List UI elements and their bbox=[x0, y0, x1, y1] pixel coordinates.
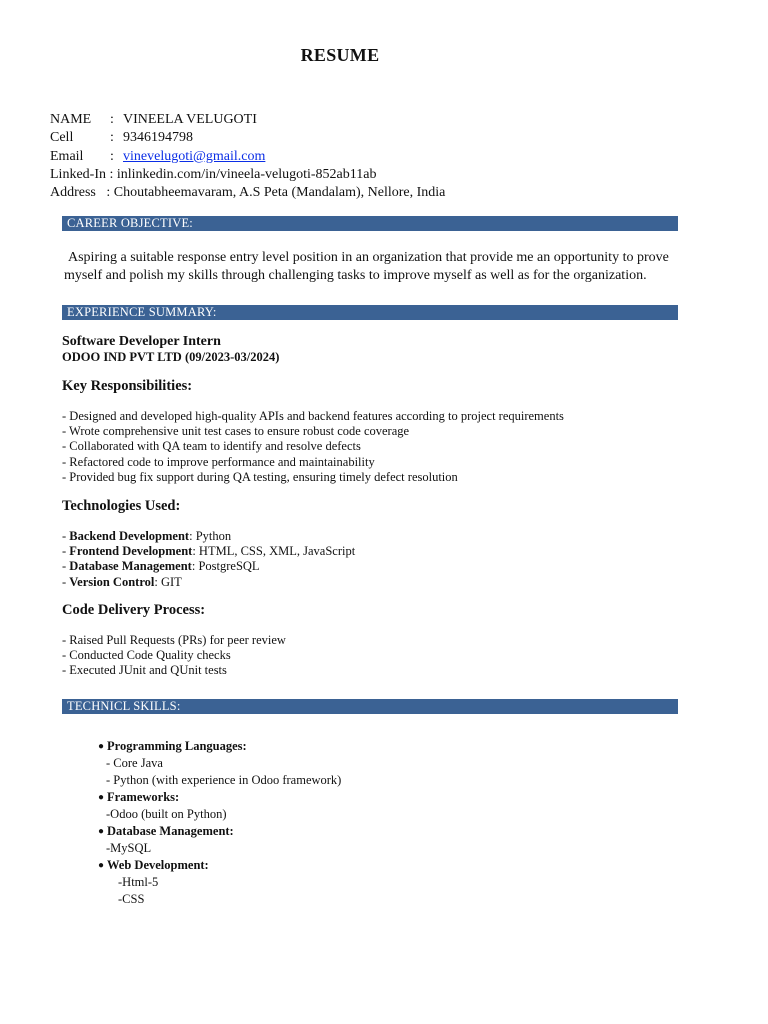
list-item: - Raised Pull Requests (PRs) for peer review bbox=[62, 633, 286, 647]
contact-linkedin-row bbox=[50, 166, 445, 184]
responsibilities-heading: Key Responsibilities: bbox=[62, 378, 193, 394]
list-item: - Wrote comprehensive unit test cases to ensure robust code coverage bbox=[62, 424, 410, 439]
list-item: - Provided bug fix support during QA testing, ensuring timely defect resolution bbox=[62, 469, 458, 484]
delivery-heading: Code Delivery Process: bbox=[62, 602, 206, 618]
responsibilities-list bbox=[62, 409, 702, 485]
cell-value: 9346194798 bbox=[123, 130, 193, 146]
skill-item: - Python (with experience in Odoo framework) bbox=[106, 773, 342, 787]
skill-item: - Core Java bbox=[106, 756, 163, 770]
skill-item: -CSS bbox=[118, 892, 145, 906]
list-item: - Backend Development: Python bbox=[62, 529, 232, 543]
job-header bbox=[62, 334, 702, 365]
skill-item: -Html-5 bbox=[118, 875, 159, 889]
contact-name-row bbox=[50, 111, 445, 129]
technologies-list bbox=[62, 529, 702, 590]
cell-colon: : bbox=[110, 130, 114, 146]
name-label: NAME bbox=[50, 112, 92, 127]
linkedin-colon: : bbox=[109, 166, 114, 182]
skill-group-heading: ● Programming Languages: bbox=[98, 739, 247, 753]
skill-group-heading: ● Database Management: bbox=[98, 824, 234, 838]
job-title: Software Developer Intern bbox=[62, 334, 221, 349]
bullet-icon: ● bbox=[98, 792, 105, 803]
list-item: - Executed JUnit and QUnit tests bbox=[62, 663, 227, 678]
career-objective-text: Aspiring a suitable response entry level position in an organization that provide me an opportunity to prove myself and polish my skills through challenging tasks to improve myself as well as for the organization. bbox=[64, 250, 669, 283]
address-value: Choutabheemavaram, A.S Peta (Mandalam), Nellore, India bbox=[113, 185, 446, 201]
contact-block bbox=[50, 111, 445, 202]
bullet-icon: ● bbox=[98, 860, 105, 871]
list-item: - Frontend Development: HTML, CSS, XML, JavaScript bbox=[62, 544, 356, 559]
skill-group-heading: ● Web Development: bbox=[98, 858, 209, 872]
list-item: - Database Management: PostgreSQL bbox=[62, 559, 260, 574]
skill-group-heading: ● Frameworks: bbox=[98, 790, 180, 804]
list-item: - Conducted Code Quality checks bbox=[62, 648, 231, 663]
delivery-list bbox=[62, 633, 702, 679]
list-item: - Refactored code to improve performance and maintainability bbox=[62, 454, 375, 469]
email-label: Email bbox=[50, 148, 84, 164]
name-value: VINEELA VELUGOTI bbox=[123, 112, 257, 127]
job-company: ODOO IND PVT LTD (09/2023-03/2024) bbox=[62, 350, 280, 364]
section-header-career-objective: CAREER OBJECTIVE: bbox=[62, 216, 678, 231]
contact-cell-row bbox=[50, 129, 445, 147]
bullet-icon: ● bbox=[98, 741, 105, 752]
list-item: - Version Control: GIT bbox=[62, 574, 182, 589]
contact-email-row bbox=[50, 148, 445, 166]
skill-item: -MySQL bbox=[106, 841, 152, 855]
address-colon: : bbox=[106, 185, 111, 201]
skill-item: -Odoo (built on Python) bbox=[106, 807, 227, 821]
technologies-heading: Technologies Used: bbox=[62, 498, 181, 514]
bullet-icon: ● bbox=[98, 826, 105, 837]
contact-address-row bbox=[50, 184, 445, 202]
section-header-experience-summary: EXPERIENCE SUMMARY: bbox=[62, 305, 678, 320]
list-item: - Designed and developed high-quality APIs and backend features according to project requirements bbox=[62, 409, 564, 423]
document-title: RESUME bbox=[300, 45, 380, 65]
email-colon: : bbox=[110, 148, 114, 164]
section-header-technical-skills: TECHNICL SKILLS: bbox=[62, 699, 678, 714]
linkedin-value: inlinkedin.com/in/vineela-velugoti-852ab11ab bbox=[116, 166, 377, 182]
list-item: - Collaborated with QA team to identify and resolve defects bbox=[62, 439, 361, 454]
name-colon: : bbox=[110, 112, 114, 127]
cell-label: Cell bbox=[50, 130, 74, 146]
linkedin-label: Linked-In bbox=[50, 166, 106, 182]
skills-list bbox=[98, 738, 341, 908]
address-label: Address bbox=[50, 185, 96, 201]
email-link[interactable]: vinevelugoti@gmail.com bbox=[123, 148, 266, 164]
